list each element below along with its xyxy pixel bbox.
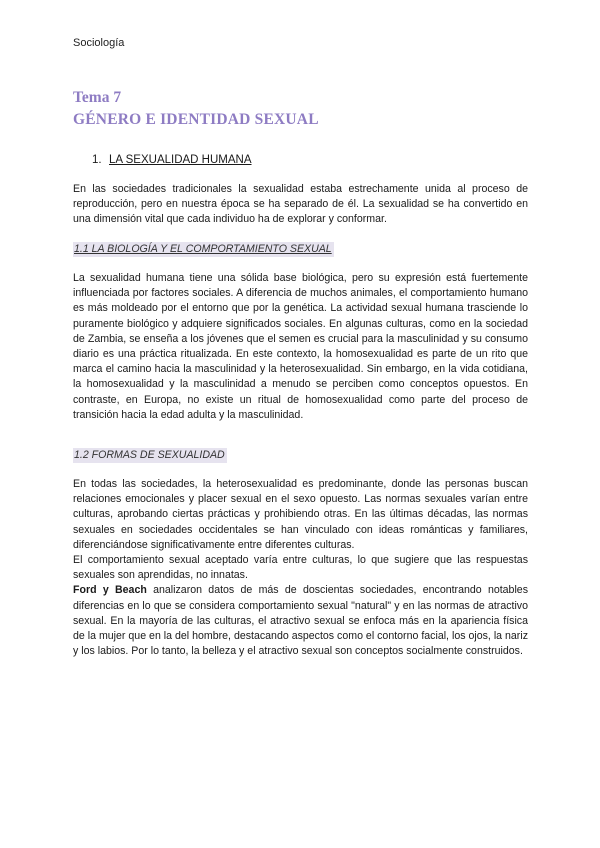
biologia-paragraph: La sexualidad humana tiene una sólida base biológica, pero su expresión está fuertemente influenciada por factores sociales. A diferencia de muchos animales, el comportamiento humano es más moldeado por el entorno que por la genética. La actividad sexual humana trasciende lo puramente biológico y adquiere significados sociales. En algunas culturas, como en la sociedad de Zambia, se enseña a los jóvenes que el semen es crucial para la masculinidad y su consumo diario es una práctica ritualizada. En este contexto, la homosexualidad es parte de un rito que marca el camino hacia la masculinidad y la heterosexualidad. Sin embargo, en la vida cotidiana, la homosexualidad y la masculinidad a menudo se perciben como conceptos opuestos. En contraste, en Europa, no existe un ritual de homosexualidad como parte del proceso de transición hacia la edad adulta y la masculinidad. <box>73 272 528 421</box>
subsection-heading-formas: 1.2 FORMAS DE SEXUALIDAD <box>74 449 225 461</box>
formas-text <box>73 477 528 659</box>
formas-paragraph-2: El comportamiento sexual aceptado varía entre culturas, lo que sugiere que las respuestas sexuales son aprendidas, no innatas. <box>73 554 528 582</box>
subsection-heading-biologia: 1.1 LA BIOLOGÍA Y EL COMPORTAMIENTO SEXUAL <box>74 243 332 255</box>
section-number: 1. <box>92 154 102 166</box>
formas-paragraph-3-text: analizaron datos de más de doscientas sociedades, encontrando notables diferencias en lo que se considera comportamiento sexual "natural" y en las normas de atractivo sexual. En la mayoría de las culturas, el atractivo sexual se enfoca más en la apariencia física de la mujer que en la del hombre, destacando aspectos como el contorno facial, los ojos, la nariz y los labios. Por lo tanto, la belleza y el atractivo sexual son conceptos socialmente construidos. <box>73 584 528 658</box>
section-title: LA SEXUALIDAD HUMANA <box>109 154 252 166</box>
page-header: Sociología <box>73 37 125 49</box>
topic-number: Tema 7 <box>73 89 122 106</box>
section-heading <box>92 153 252 167</box>
ford-beach-authors: Ford y Beach <box>73 584 147 597</box>
section-intro-paragraph: En las sociedades tradicionales la sexualidad estaba estrechamente unida al proceso de reproducción, pero en nuestra época se ha separado de él. La sexualidad se ha convertido en una dimensión vital que cada individuo ha de explorar y conformar. <box>73 183 528 226</box>
formas-paragraph-1: En todas las sociedades, la heterosexualidad es predominante, donde las personas buscan relaciones emocionales y placer sexual en el sexo opuesto. Las normas sexuales varían entre culturas, aprobando ciertas prácticas y prohibiendo otras. En las últimas décadas, las normas sexuales en sociedades occidentales se han vinculado con ideas románticas y familiares, diferenciándose significativamente entre diferentes culturas. <box>73 478 528 551</box>
topic-title: GÉNERO E IDENTIDAD SEXUAL <box>73 111 319 128</box>
formas-paragraph-3 <box>73 583 528 659</box>
